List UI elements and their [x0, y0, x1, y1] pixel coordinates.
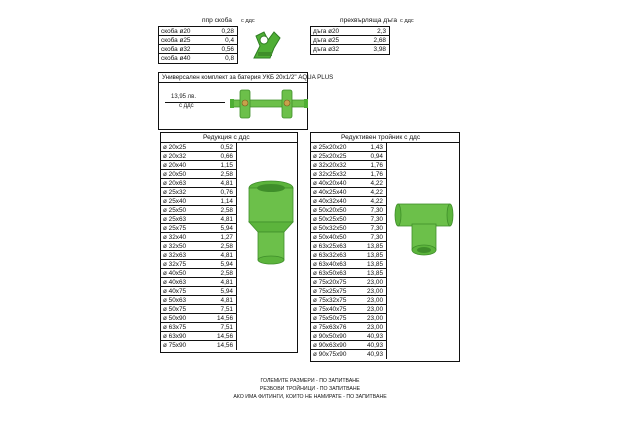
table-row	[161, 197, 236, 206]
item-name: ø 75x90	[163, 342, 187, 349]
clamps-table	[158, 26, 238, 64]
table-row	[161, 161, 236, 170]
item-name: ø 50x90	[163, 315, 187, 322]
reducers-body	[161, 143, 237, 350]
table-row	[161, 143, 236, 152]
kit-price: 13,95 лв.	[171, 94, 197, 100]
clamps-title: ппр скоба	[202, 17, 232, 24]
item-price: 7,30	[370, 225, 383, 232]
table-row	[161, 233, 236, 242]
item-name: ø 25x63	[163, 216, 187, 223]
item-price: 0,28	[221, 28, 234, 35]
table-row	[311, 233, 386, 242]
item-price: 14,56	[217, 315, 233, 322]
item-price: 7,30	[370, 207, 383, 214]
item-price: 0,8	[225, 55, 234, 62]
table-row	[311, 332, 386, 341]
table-row	[311, 341, 386, 350]
tees-body	[311, 143, 387, 359]
table-row	[161, 269, 236, 278]
item-price: 13,85	[367, 243, 383, 250]
table-row	[311, 350, 386, 359]
item-price: 23,00	[367, 306, 383, 313]
item-price: 2,3	[377, 28, 386, 35]
item-name: ø 75x20x75	[313, 279, 347, 286]
item-price: 5,94	[220, 261, 233, 268]
table-row	[311, 170, 386, 179]
item-price: 1,14	[220, 198, 233, 205]
item-name: ø 75x63x76	[313, 324, 347, 331]
item-price: 13,85	[367, 252, 383, 259]
item-name: ø 75x25x75	[313, 288, 347, 295]
table-row	[311, 45, 389, 54]
item-name: ø 32x40	[163, 234, 187, 241]
item-price: 4,22	[370, 198, 383, 205]
table-row	[311, 27, 389, 36]
item-name: ø 25x75	[163, 225, 187, 232]
table-row	[161, 179, 236, 188]
footer-line-1: ГОЛЕМИТЕ РАЗМЕРИ - ПО ЗАПИТВАНЕ	[260, 378, 360, 384]
item-price: 1,27	[220, 234, 233, 241]
item-name: ø 90x63x90	[313, 342, 347, 349]
item-price: 40,93	[367, 342, 383, 349]
item-name: дъга ø32	[313, 46, 340, 53]
item-price: 4,22	[370, 180, 383, 187]
item-price: 7,30	[370, 234, 383, 241]
item-price: 13,85	[367, 270, 383, 277]
table-row	[311, 206, 386, 215]
item-price: 23,00	[367, 324, 383, 331]
item-name: ø 75x40x75	[313, 306, 347, 313]
item-name: ø 32x25x32	[313, 171, 347, 178]
item-name: ø 63x90	[163, 333, 187, 340]
kit-title: Универсален комплект за батерия УКБ 20х1/2" AQUA PLUS	[162, 74, 334, 81]
item-price: 4,22	[370, 189, 383, 196]
table-row	[161, 296, 236, 305]
item-name: ø 20x25	[163, 144, 187, 151]
item-price: 14,56	[217, 333, 233, 340]
item-price: 23,00	[367, 315, 383, 322]
table-row	[161, 305, 236, 314]
table-row	[311, 179, 386, 188]
item-name: ø 32x50	[163, 243, 187, 250]
item-name: ø 50x25x50	[313, 216, 347, 223]
table-row	[161, 287, 236, 296]
table-row	[311, 251, 386, 260]
item-price: 1,76	[370, 171, 383, 178]
item-name: ø 90x75x90	[313, 351, 347, 358]
item-name: ø 50x63	[163, 297, 187, 304]
table-row	[161, 341, 236, 350]
item-price: 1,43	[370, 144, 383, 151]
item-name: ø 50x75	[163, 306, 187, 313]
table-row	[161, 206, 236, 215]
table-row	[161, 332, 236, 341]
item-name: ø 25x32	[163, 189, 187, 196]
item-name: ø 25x40	[163, 198, 187, 205]
table-row	[311, 152, 386, 161]
item-price: 2,58	[220, 171, 233, 178]
item-price: 4,81	[220, 252, 233, 259]
item-name: ø 50x40x50	[313, 234, 347, 241]
pipe-clamp-image	[246, 28, 286, 62]
item-name: ø 75x50x75	[313, 315, 347, 322]
item-name: ø 25x20x25	[313, 153, 347, 160]
table-row	[311, 305, 386, 314]
table-row	[161, 314, 236, 323]
item-price: 13,85	[367, 261, 383, 268]
item-price: 4,81	[220, 297, 233, 304]
kit-vat-note: с ддс	[179, 103, 194, 109]
item-price: 7,30	[370, 216, 383, 223]
table-row	[311, 161, 386, 170]
table-row	[311, 242, 386, 251]
table-row	[159, 54, 237, 63]
item-name: ø 32x20x32	[313, 162, 347, 169]
tees-title: Редуктивен тройник с ддс	[311, 133, 459, 143]
item-price: 7,51	[220, 324, 233, 331]
table-row	[159, 36, 237, 45]
item-name: скоба ø25	[161, 37, 191, 44]
item-name: дъга ø20	[313, 28, 340, 35]
item-price: 5,94	[220, 225, 233, 232]
item-price: 3,98	[373, 46, 386, 53]
tee-image	[394, 200, 454, 262]
item-name: скоба ø20	[161, 28, 191, 35]
item-name: ø 40x25x40	[313, 189, 347, 196]
footer-line-2: РЕЗБОВИ ТРОЙНИЦИ - ПО ЗАПИТВАНЕ	[259, 386, 361, 392]
item-name: ø 63x25x63	[313, 243, 347, 250]
table-row	[311, 287, 386, 296]
table-row	[161, 152, 236, 161]
item-name: ø 75x32x75	[313, 297, 347, 304]
table-row	[311, 224, 386, 233]
table-row	[311, 260, 386, 269]
item-price: 40,93	[367, 351, 383, 358]
item-price: 0,56	[221, 46, 234, 53]
item-name: ø 20x50	[163, 171, 187, 178]
table-row	[161, 170, 236, 179]
item-name: ø 40x32x40	[313, 198, 347, 205]
table-row	[311, 296, 386, 305]
item-name: ø 40x20x40	[313, 180, 347, 187]
item-name: ø 63x75	[163, 324, 187, 331]
item-name: ø 90x50x90	[313, 333, 347, 340]
table-row	[311, 269, 386, 278]
item-price: 4,81	[220, 216, 233, 223]
item-name: ø 63x50x63	[313, 270, 347, 277]
table-row	[159, 27, 237, 36]
item-price: 2,68	[373, 37, 386, 44]
item-name: ø 40x50	[163, 270, 187, 277]
footer-line-3: АКО ИМА ФИТИНГИ, КОИТО НЕ НАМИРАТЕ - ПО ЗАПИТВАНЕ	[233, 394, 387, 400]
item-price: 23,00	[367, 279, 383, 286]
table-row	[161, 242, 236, 251]
item-price: 5,94	[220, 288, 233, 295]
item-name: ø 63x40x63	[313, 261, 347, 268]
item-price: 23,00	[367, 297, 383, 304]
table-row	[161, 260, 236, 269]
table-row	[311, 215, 386, 224]
item-name: дъга ø25	[313, 37, 340, 44]
item-name: ø 25x20x20	[313, 144, 347, 151]
item-price: 4,81	[220, 180, 233, 187]
table-row	[311, 197, 386, 206]
item-name: ø 50x20x50	[313, 207, 347, 214]
item-price: 0,76	[220, 189, 233, 196]
item-name: скоба ø32	[161, 46, 191, 53]
table-row	[161, 215, 236, 224]
table-row	[161, 188, 236, 197]
item-name: ø 20x40	[163, 162, 187, 169]
table-row	[161, 224, 236, 233]
item-price: 0,52	[220, 144, 233, 151]
bends-table	[310, 26, 390, 55]
table-row	[311, 36, 389, 45]
item-name: ø 50x32x50	[313, 225, 347, 232]
item-name: скоба ø40	[161, 55, 191, 62]
kit-image	[230, 82, 310, 122]
item-name: ø 63x32x63	[313, 252, 347, 259]
item-price: 1,76	[370, 162, 383, 169]
bends-vat-note: с ддс	[400, 18, 414, 24]
item-price: 2,58	[220, 243, 233, 250]
bends-title: прехвърляща дъга	[340, 17, 397, 24]
table-row	[161, 323, 236, 332]
clamps-vat-note: с ддс	[241, 18, 255, 24]
item-name: ø 25x50	[163, 207, 187, 214]
reducers-title: Редукция с ддс	[161, 133, 297, 143]
item-price: 0,4	[225, 37, 234, 44]
table-row	[159, 45, 237, 54]
item-price: 23,00	[367, 288, 383, 295]
reducer-image	[246, 178, 296, 266]
item-name: ø 32x63	[163, 252, 187, 259]
item-price: 0,66	[220, 153, 233, 160]
kit-price-underline	[165, 102, 225, 103]
item-name: ø 40x75	[163, 288, 187, 295]
item-name: ø 40x63	[163, 279, 187, 286]
item-price: 1,15	[220, 162, 233, 169]
table-row	[161, 278, 236, 287]
table-row	[311, 314, 386, 323]
table-row	[161, 251, 236, 260]
table-row	[311, 188, 386, 197]
item-price: 2,58	[220, 207, 233, 214]
item-name: ø 32x75	[163, 261, 187, 268]
item-price: 0,94	[370, 153, 383, 160]
item-name: ø 20x32	[163, 153, 187, 160]
item-price: 14,56	[217, 342, 233, 349]
item-name: ø 20x63	[163, 180, 187, 187]
table-row	[311, 143, 386, 152]
item-price: 4,81	[220, 279, 233, 286]
item-price: 7,51	[220, 306, 233, 313]
table-row	[311, 323, 386, 332]
table-row	[311, 278, 386, 287]
item-price: 40,93	[367, 333, 383, 340]
item-price: 2,58	[220, 270, 233, 277]
